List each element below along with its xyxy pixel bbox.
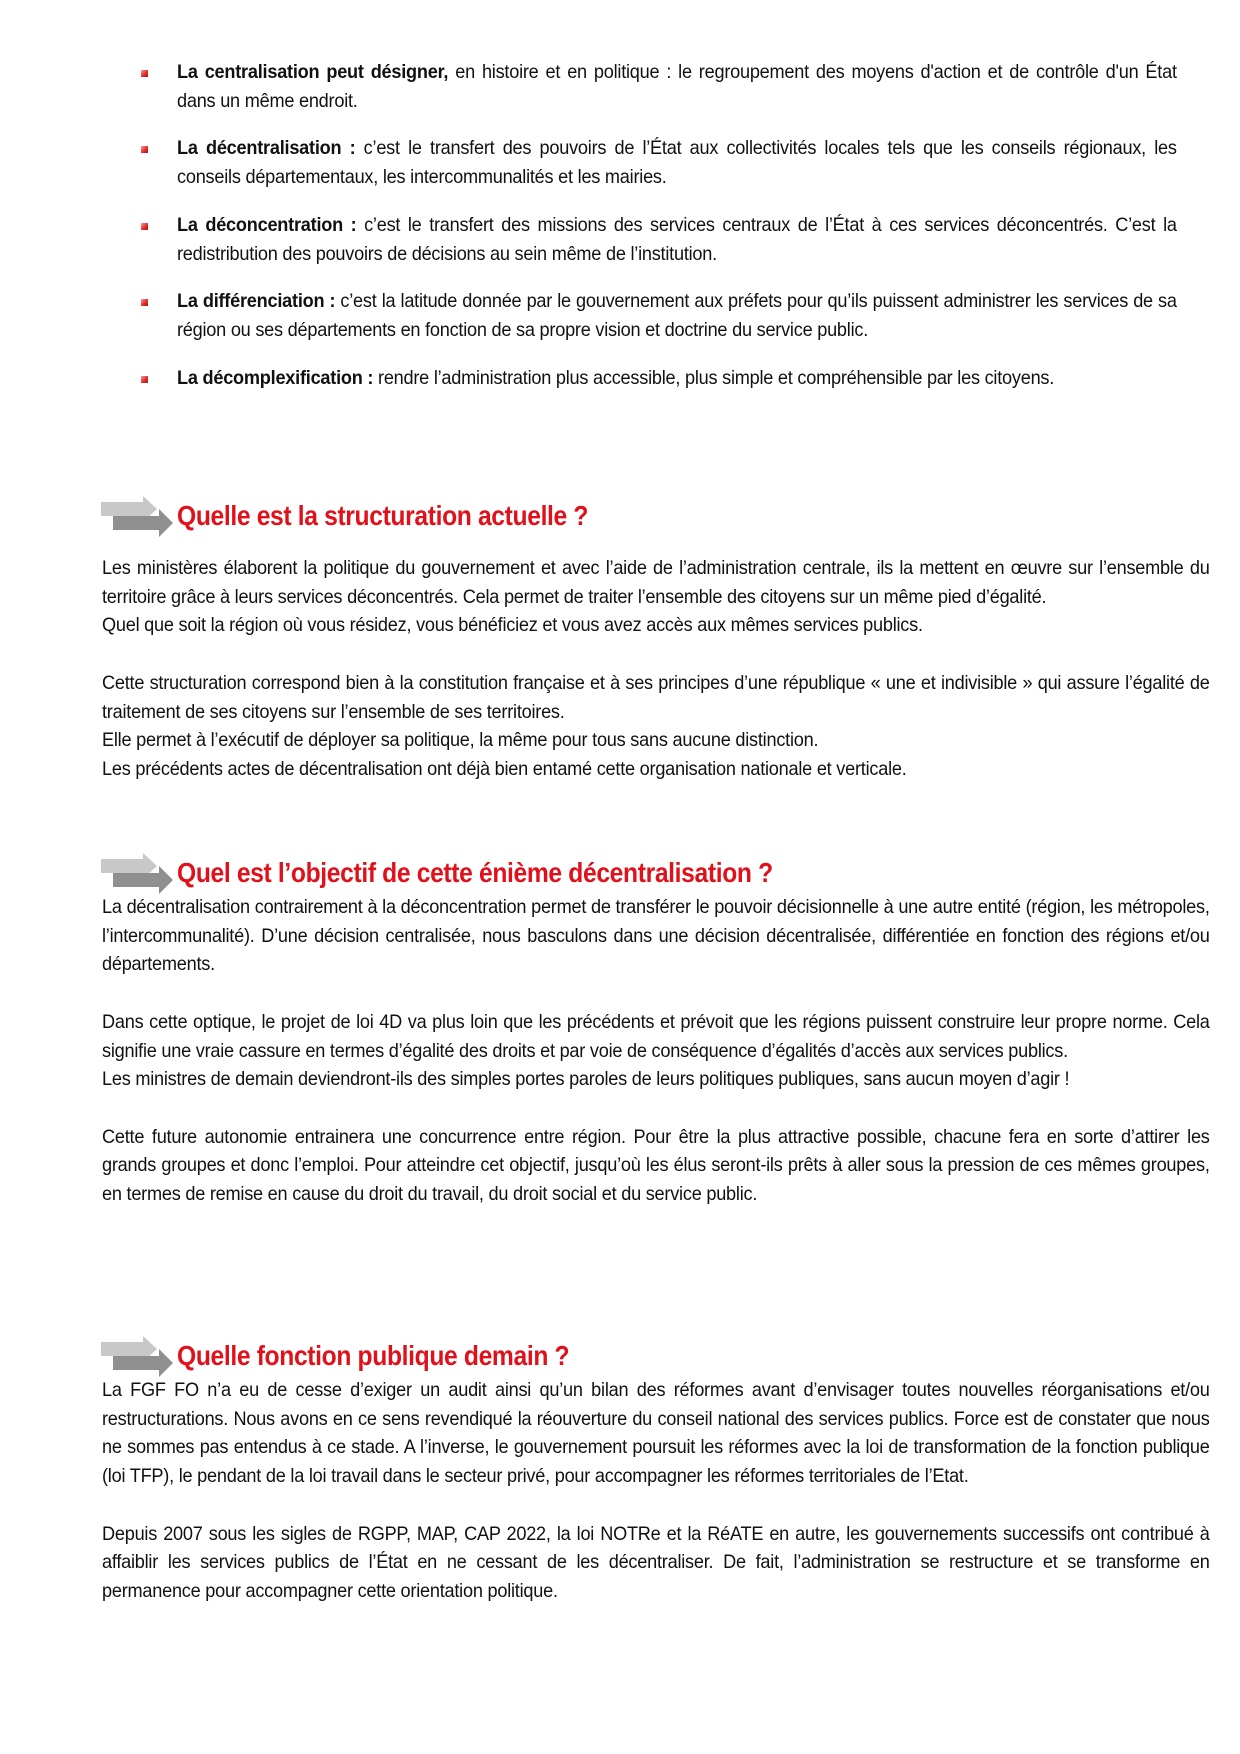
- gray-arrow-icon: [101, 1338, 171, 1378]
- definition-term: La décomplexification :: [177, 366, 374, 389]
- gray-arrow-icon: [101, 855, 171, 895]
- definition-text: c’est le transfert des pouvoirs de l’État aux collectivités locales tels que les conseils régionaux, les conseils départementaux, les intercommunalités et les mairies.: [177, 137, 1177, 189]
- definition-term: La différenciation :: [177, 290, 336, 313]
- section-body: [102, 893, 1210, 1209]
- definition-item: [141, 364, 1141, 393]
- definition-text: c’est le transfert des missions des services centraux de l’État à ces services déconcentrés. C’est la redistribution des pouvoirs de décisions au sein même de l’institution.: [177, 213, 1177, 265]
- definition-item: [141, 287, 1177, 344]
- definition-item: [141, 58, 1177, 115]
- definition-text: rendre l’administration plus accessible, plus simple et compréhensible par les citoyens.: [373, 366, 1055, 389]
- red-square-bullet-icon: [141, 146, 148, 153]
- definition-term: La déconcentration :: [177, 213, 357, 236]
- paragraph: La FGF FO n’a eu de cesse d’exiger un audit ainsi qu’un bilan des réformes avant d’envisager toutes nouvelles réorganisations et/ou restructurations. Nous avons en ce sens revendiqué la réouverture du conseil national des services publics. Force est de constater que nous ne sommes pas entendus à ce stade. A l’inverse, le gouvernement poursuit les réformes avec la loi de transformation de la fonction publique (loi TFP), le pendant de la loi travail dans le secteur privé, pour accompagner les réformes territoriales de l’Etat.: [102, 1379, 1210, 1488]
- paragraph: Les ministres de demain deviendront-ils des simples portes paroles de leurs politiques publiques, sans aucun moyen d’agir !: [102, 1068, 1070, 1091]
- definitions-list: [141, 58, 1177, 411]
- definition-text: c’est la latitude donnée par le gouvernement aux préfets pour qu’ils puissent administrer les services de sa région ou ses départements en fonction de sa propre vision et doctrine du service public.: [177, 290, 1177, 341]
- section-body: [102, 554, 1210, 784]
- paragraph: Depuis 2007 sous les sigles de RGPP, MAP, CAP 2022, la loi NOTRe et la RéATE en autre, les gouvernements successifs ont contribué à affaiblir les services publics de l’État en ne cessant de les décentraliser. De fait, l’administration se restructure et se transforme en permanence pour accompagner cette orientation politique.: [102, 1522, 1210, 1602]
- gray-arrow-icon: [101, 498, 171, 538]
- red-square-bullet-icon: [141, 299, 148, 306]
- definition-term: La décentralisation :: [177, 137, 356, 160]
- section-title: Quelle est la structuration actuelle ?: [177, 500, 589, 531]
- paragraph: Les précédents actes de décentralisation ont déjà bien entamé cette organisation nationale et verticale.: [102, 757, 907, 780]
- paragraph: Cette structuration correspond bien à la constitution française et à ses principes d’une république « une et indivisible » qui assure l’égalité de traitement de ses citoyens sur l’ensemble de ses territoires.: [102, 671, 1210, 723]
- red-square-bullet-icon: [141, 376, 148, 383]
- definition-item: [141, 134, 1177, 191]
- red-square-bullet-icon: [141, 223, 148, 230]
- definition-term: La centralisation peut désigner,: [177, 61, 449, 83]
- definition-item: [141, 211, 1177, 268]
- section-title: Quel est l’objectif de cette énième décentralisation ?: [177, 857, 773, 888]
- section-body: [102, 1376, 1210, 1606]
- paragraph: Elle permet à l’exécutif de déployer sa politique, la même pour tous sans aucune distinction.: [102, 729, 819, 752]
- paragraph: La décentralisation contrairement à la déconcentration permet de transférer le pouvoir décisionnelle à une autre entité (région, les métropoles, l’intercommunalité). D’une décision centralisée, nous basculons dans une décision décentralisée, différentiée en fonction des régions et/ou départements.: [102, 896, 1210, 976]
- paragraph: Quel que soit la région où vous résidez, vous bénéficiez et vous avez accès aux mêmes services publics.: [102, 614, 923, 637]
- section-title: Quelle fonction publique demain ?: [177, 1340, 570, 1371]
- paragraph: Cette future autonomie entrainera une concurrence entre région. Pour être la plus attractive possible, chacune fera en sorte d’attirer les grands groupes et donc l’emploi. Pour atteindre cet objectif, jusqu’où les élus seront-ils prêts à aller sous la pression de ces mêmes groupes, en termes de remise en cause du droit du travail, du droit social et du service public.: [102, 1125, 1210, 1205]
- paragraph: Dans cette optique, le projet de loi 4D va plus loin que les précédents et prévoit que les régions puissent construire leur propre norme. Cela signifie une vraie cassure en termes d’égalité des droits et par voie de conséquence d’égalités d’accès aux services publics.: [102, 1010, 1210, 1062]
- definition-text: en histoire et en politique : le regroupement des moyens d'action et de contrôle d'un État dans un même endroit.: [177, 61, 1177, 112]
- paragraph: Les ministères élaborent la politique du gouvernement et avec l’aide de l’administration centrale, ils la mettent en œuvre sur l’ensemble du territoire grâce à leurs services déconcentrés. Cela permet de traiter l’ensemble des citoyens sur un même pied d’égalité.: [102, 557, 1210, 608]
- red-square-bullet-icon: [141, 70, 148, 77]
